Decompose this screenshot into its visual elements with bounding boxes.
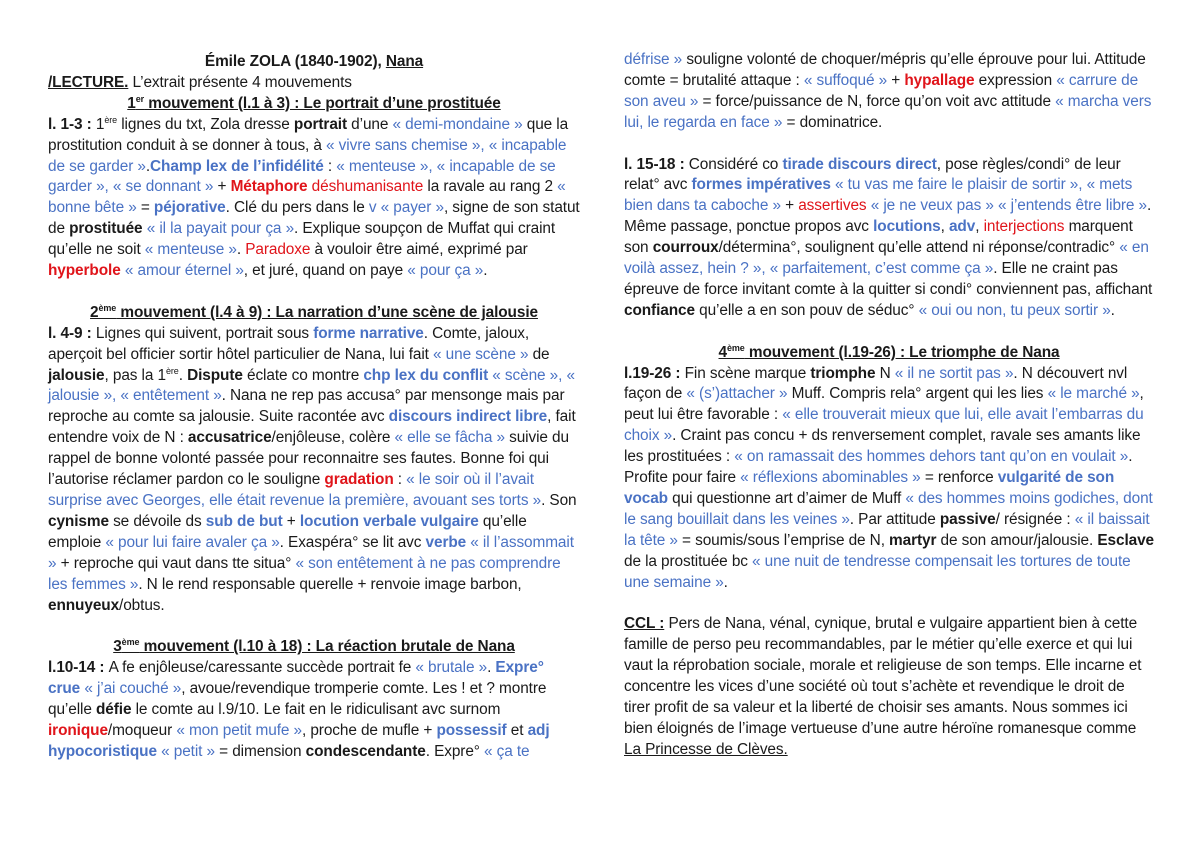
- text-run: éclate co montre: [242, 366, 364, 384]
- text-run: passive: [939, 510, 996, 528]
- text-run: . N découvert nvl façon de: [624, 364, 1128, 403]
- section-heading-m4: [624, 343, 1154, 364]
- text-run: « une nuit de tendresse compensait les tortures de toute une semaine »: [624, 552, 1131, 591]
- spacer: [624, 134, 1154, 155]
- text-run: . Clé du pers dans le: [225, 199, 369, 217]
- text-run: .: [178, 366, 188, 384]
- text-run: /enjôleuse, colère: [271, 429, 395, 447]
- text-run: « tu vas me faire le plaisir de sortir », « mets bien dans ta caboche »: [624, 176, 1133, 215]
- text-run: « je ne veux pas » « j’entends être libre »: [870, 197, 1148, 215]
- text-run: . Comte, jaloux, aperçoit bel officier sortir hôtel particulier de Nana, lui fait: [48, 324, 530, 363]
- document-title: [48, 52, 580, 73]
- text-run: « il l’assommait »: [48, 533, 574, 572]
- text-run: « (s’)attacher »: [686, 385, 788, 403]
- text-run: « petit »: [161, 742, 215, 760]
- text-run: confiance: [624, 301, 695, 319]
- text-run: , pas la 1: [104, 366, 166, 384]
- text-run: forme narrative: [313, 324, 424, 342]
- text-run: . Son: [541, 492, 577, 510]
- text-run: vulgarité de son vocab: [624, 469, 1115, 507]
- text-run: ennuyeux: [48, 596, 120, 614]
- text-run: l.10-14 :: [48, 659, 109, 677]
- text-run: qui questionne art d’aimer de Muff: [667, 490, 906, 507]
- text-run: qu’elle emploie: [48, 512, 527, 551]
- text-run: Métaphore: [230, 178, 308, 196]
- text-run: « pour ça »: [407, 262, 484, 280]
- intro-text: L’extrait présente 4 mouvements: [128, 73, 352, 91]
- text-run: verbe: [425, 533, 467, 551]
- text-run: . Par attitude: [849, 510, 940, 528]
- title-author: Émile ZOLA (1840-1902),: [204, 53, 386, 70]
- text-run: « réflexions abominables »: [740, 469, 921, 487]
- text-run: « il la payait pour ça »: [146, 220, 295, 238]
- text-run: condescendante: [305, 742, 426, 760]
- text-run: « demi-mondaine »: [392, 115, 523, 133]
- text-run: suivie du rappel de bonne volonté passée pour reconnaitre ses fautes. Bonne foi qui l’autorise réclamer pardon co le souligne: [48, 429, 569, 489]
- text-run: « suffoqué »: [803, 71, 888, 89]
- text-run: . Explique soupçon de Muffat qui craint qu’elle ne soit: [48, 220, 556, 259]
- section-heading-m1: [48, 94, 580, 115]
- text-run: prostituée: [69, 220, 143, 238]
- text-run: Esclave: [1097, 531, 1155, 549]
- text-run: 3: [113, 638, 122, 656]
- text-run: discours indirect libre: [388, 408, 548, 426]
- text-run: mouvement (l.10 à 18) : La réaction brutale de Nana: [139, 638, 515, 656]
- text-run: +: [213, 178, 231, 196]
- text-run: hypallage: [904, 71, 975, 89]
- text-run: lignes du txt, Zola dresse: [117, 115, 294, 133]
- text-run: de son amour/jalousie.: [936, 531, 1098, 549]
- text-run: défrise »: [624, 51, 683, 68]
- text-run: « menteuse », « incapable de se garder », « se donnant »: [48, 157, 556, 196]
- text-run: mouvement (l.1 à 3) : Le portrait d’une prostituée: [144, 94, 501, 112]
- text-run: = force/puissance de N, force qu’on voit avc attitude: [698, 92, 1056, 110]
- text-run: de la prostituée bc: [624, 552, 753, 570]
- text-run: « brutale »: [415, 659, 488, 677]
- text-run: +: [887, 71, 905, 89]
- text-run: « elle se fâcha »: [394, 429, 505, 447]
- text-run: /obtus.: [119, 596, 165, 614]
- text-run: l. 4-9 :: [48, 324, 96, 342]
- text-run: = dimension: [214, 742, 306, 760]
- text-run: jalousie: [48, 366, 105, 384]
- text-run: possessif: [436, 721, 507, 739]
- spacer: [48, 616, 580, 637]
- text-run: « son entêtement à ne pas comprendre les femmes »: [48, 554, 561, 593]
- text-run: Expre° crue: [48, 659, 544, 698]
- text-run: locutions: [873, 218, 941, 236]
- text-run: /détermina°, soulignent qu’elle attend ni réponse/contradic°: [718, 239, 1120, 257]
- text-run: et: [506, 721, 528, 739]
- text-run: /moqueur: [107, 721, 177, 739]
- text-run: .: [483, 262, 488, 280]
- text-run: hyperbole: [48, 262, 121, 280]
- text-run: Fin scène marque: [684, 364, 811, 382]
- text-run: mouvement (l.4 à 9) : La narration d’une scène de jalousie: [116, 303, 538, 321]
- text-run: « le soir où il l’avait surprise avec Georges, elle était revenue la première, avouant ses torts »: [48, 471, 542, 510]
- text-run: ironique: [48, 721, 108, 739]
- text-run: mouvement (l.19-26) : Le triomphe de Nana: [744, 343, 1060, 361]
- text-run: « marcha vers lui, le regarda en face »: [624, 92, 1152, 131]
- text-run: , proche de mufle +: [301, 721, 437, 739]
- text-run: 1: [95, 115, 105, 133]
- text-run: . N le rend responsable querelle + renvoie image barbon,: [138, 575, 522, 593]
- text-run: assertives: [798, 197, 867, 215]
- text-run: interjections: [983, 218, 1065, 236]
- text-run: « on ramassait des hommes dehors tant qu’on en voulait »: [734, 448, 1129, 466]
- text-run: triomphe: [810, 364, 876, 382]
- paragraph-m1: [48, 115, 580, 282]
- text-run: :: [393, 471, 407, 489]
- text-run: Champ lex de l’infidélité: [150, 157, 324, 175]
- text-run: A fe enjôleuse/caressante succède portrait fe: [108, 659, 416, 677]
- paragraph-m3: [48, 658, 580, 763]
- text-run: locution verbale vulgaire: [299, 512, 479, 530]
- text-run: cynisme: [48, 512, 109, 530]
- paragraph-m2: [48, 324, 580, 617]
- text-run: ère: [104, 114, 118, 125]
- text-run: = renforce: [920, 469, 998, 487]
- text-run: . Craint pas concu + ds renversement complet, ravale ses amants like les prostituées :: [624, 427, 1141, 466]
- text-run: « des hommes moins godiches, dont le sang bouillait dans les veines »: [624, 490, 1153, 528]
- text-run: .: [1110, 301, 1115, 319]
- text-run: Pers de Nana, vénal, cynique, brutal e vulgaire appartient bien à cette famille de perso peu recommandables, par le métier qu’elle exerce et qui lui vaut la réprobation sociale, morale et religieuse de son temps. Elle incarne et concentre les vices d’une société où tout s’achète et revendique le droit de tirer profit de sa valeur et la liberté de choisir ses amants. Nous sommes ici bien éloignés de l’image vertueuse d’une autre héroïne romanesque comme: [624, 615, 1142, 737]
- text-run: expression: [974, 71, 1057, 89]
- text-run: Considéré co: [688, 155, 783, 173]
- text-run: déshumanisante: [307, 178, 424, 196]
- text-run: 2: [90, 303, 99, 321]
- text-run: l. 1-3 :: [48, 115, 96, 133]
- left-column: [48, 52, 580, 763]
- text-run: Lignes qui suivent, portrait sous: [95, 324, 314, 342]
- text-run: :: [323, 157, 337, 175]
- text-run: « mon petit mufe »: [176, 721, 302, 739]
- title-book: Nana: [385, 53, 424, 70]
- text-run: La Princesse de Clèves.: [624, 740, 788, 758]
- text-run: ème: [726, 342, 745, 353]
- text-run: « bonne bête »: [48, 178, 566, 217]
- text-run: martyr: [889, 531, 937, 549]
- text-run: « elle trouverait mieux que lui, elle avait l’embarras du choix »: [624, 406, 1144, 445]
- text-run: « scène », « jalousie », « entêtement »: [48, 366, 575, 405]
- text-run: « ça te: [484, 742, 530, 760]
- text-run: =: [136, 199, 154, 217]
- text-run: l.19-26 :: [624, 364, 685, 382]
- text-run: Dispute: [187, 366, 243, 384]
- text-run: tirade discours direct: [782, 155, 937, 173]
- text-run: , et juré, quand on paye: [243, 262, 408, 280]
- text-run: 1: [127, 94, 136, 112]
- text-run: . Profite pour faire: [624, 448, 1133, 487]
- section-heading-m3: [48, 637, 580, 658]
- text-run: « vivre sans chemise », « incapable de se garder »: [48, 136, 567, 175]
- text-run: « il baissait la tête »: [624, 510, 1150, 549]
- text-run: , pose règles/condi° de leur relat° avc: [624, 155, 1121, 194]
- text-run: , avoue/revendique tromperie comte. Les ! et ? montre qu’elle: [48, 680, 547, 719]
- text-run: la ravale au rang 2: [423, 178, 558, 196]
- text-run: ,: [975, 218, 984, 236]
- text-run: +: [780, 197, 799, 215]
- text-run: .: [487, 659, 496, 677]
- text-run: « pour lui faire avaler ça »: [105, 533, 280, 551]
- text-run: . Expre°: [425, 742, 485, 760]
- section-heading-m2: [48, 303, 580, 324]
- text-run: chp lex du conflit: [363, 366, 489, 384]
- text-run: portrait: [293, 115, 347, 133]
- text-run: . Exaspéra° se lit avc: [279, 533, 426, 551]
- text-run: « menteuse »: [144, 241, 237, 259]
- text-run: « j’ai couché »: [84, 680, 182, 698]
- paragraph-l15-18: [624, 155, 1154, 322]
- text-run: ère: [165, 365, 179, 376]
- text-run: courroux: [652, 239, 719, 257]
- text-run: à vouloir être aimé, exprimé par: [310, 241, 528, 259]
- text-run: « carrure de son aveu »: [624, 71, 1139, 110]
- text-run: ème: [121, 637, 140, 648]
- text-run: accusatrice: [187, 429, 272, 447]
- text-run: Paradoxe: [245, 241, 311, 259]
- text-run: N: [875, 364, 895, 382]
- text-run: , fait entendre voix de N :: [48, 408, 576, 447]
- intro-line: [48, 73, 580, 94]
- text-run: / résignée :: [995, 510, 1075, 528]
- text-run: . Nana ne rep pas accusa° par mensonge mais par reproche au comte sa jalousie. Suite racontée avc: [48, 387, 565, 426]
- text-run: = dominatrice.: [782, 113, 883, 131]
- text-run: . Elle ne craint pas épreuve de force invitant comte à la quitter si condi° conviennent pas, affichant: [624, 260, 1153, 298]
- text-run: « amour éternel »: [124, 262, 244, 280]
- text-run: , signe de son statut de: [48, 199, 580, 238]
- text-run: d’une: [346, 115, 393, 133]
- text-run: .: [723, 573, 728, 591]
- text-run: qu’elle a en son pouv de séduc°: [694, 301, 919, 319]
- text-run: ,: [940, 218, 949, 236]
- conclusion-paragraph: [624, 614, 1154, 760]
- text-run: souligne volonté de choquer/mépris qu’elle éprouve pour lui. Attitude comte = brutalité attaque :: [624, 51, 1146, 89]
- text-run: .: [236, 241, 246, 259]
- right-column: [624, 50, 1154, 761]
- text-run: formes impératives: [691, 176, 831, 194]
- text-run: « il ne sortit pas »: [894, 364, 1014, 382]
- text-run: l. 15-18 :: [624, 155, 689, 173]
- text-run: que la prostitution conduit à se donner à tous, à: [48, 115, 569, 154]
- text-run: CCL :: [624, 615, 665, 633]
- text-run: défie: [95, 701, 132, 719]
- paragraph-m4: [624, 364, 1154, 594]
- text-run: +: [282, 512, 300, 530]
- text-run: + reproche qui vaut dans tte situa°: [56, 554, 296, 572]
- paragraph-m3-continued: [624, 50, 1154, 134]
- text-run: = soumis/sous l’emprise de N,: [677, 531, 890, 549]
- text-run: « le marché »: [1047, 385, 1140, 403]
- text-run: le comte au l.9/10. Le fait en le ridiculisant avc surnom: [131, 701, 501, 719]
- text-run: adv: [948, 218, 976, 236]
- spacer: [624, 594, 1154, 615]
- text-run: « une scène »: [433, 345, 529, 363]
- text-run: gradation: [324, 471, 394, 489]
- text-run: adj hypocoristique: [48, 721, 550, 760]
- text-run: « oui ou non, tu peux sortir »: [918, 301, 1111, 319]
- text-run: marquent son: [624, 218, 1133, 257]
- text-run: « en voilà assez, hein ? », « parfaitement, c’est comme ça »: [624, 239, 1149, 278]
- text-run: péjorative: [153, 199, 226, 217]
- text-run: 4: [718, 343, 727, 361]
- text-run: se dévoile ds: [108, 512, 206, 530]
- text-run: .: [145, 157, 151, 175]
- text-run: er: [135, 93, 145, 104]
- intro-label: /LECTURE.: [48, 73, 129, 91]
- text-run: . Même passage, ponctue propos avc: [624, 197, 1152, 236]
- text-run: sub de but: [205, 512, 283, 530]
- spacer: [624, 322, 1154, 343]
- text-run: v « payer »: [368, 199, 444, 217]
- text-run: ème: [98, 302, 117, 313]
- text-run: de: [528, 345, 550, 363]
- spacer: [48, 282, 580, 303]
- text-run: , peut lui être favorable :: [624, 385, 1144, 424]
- text-run: Muff. Compris rela° argent qui les lies: [787, 385, 1048, 403]
